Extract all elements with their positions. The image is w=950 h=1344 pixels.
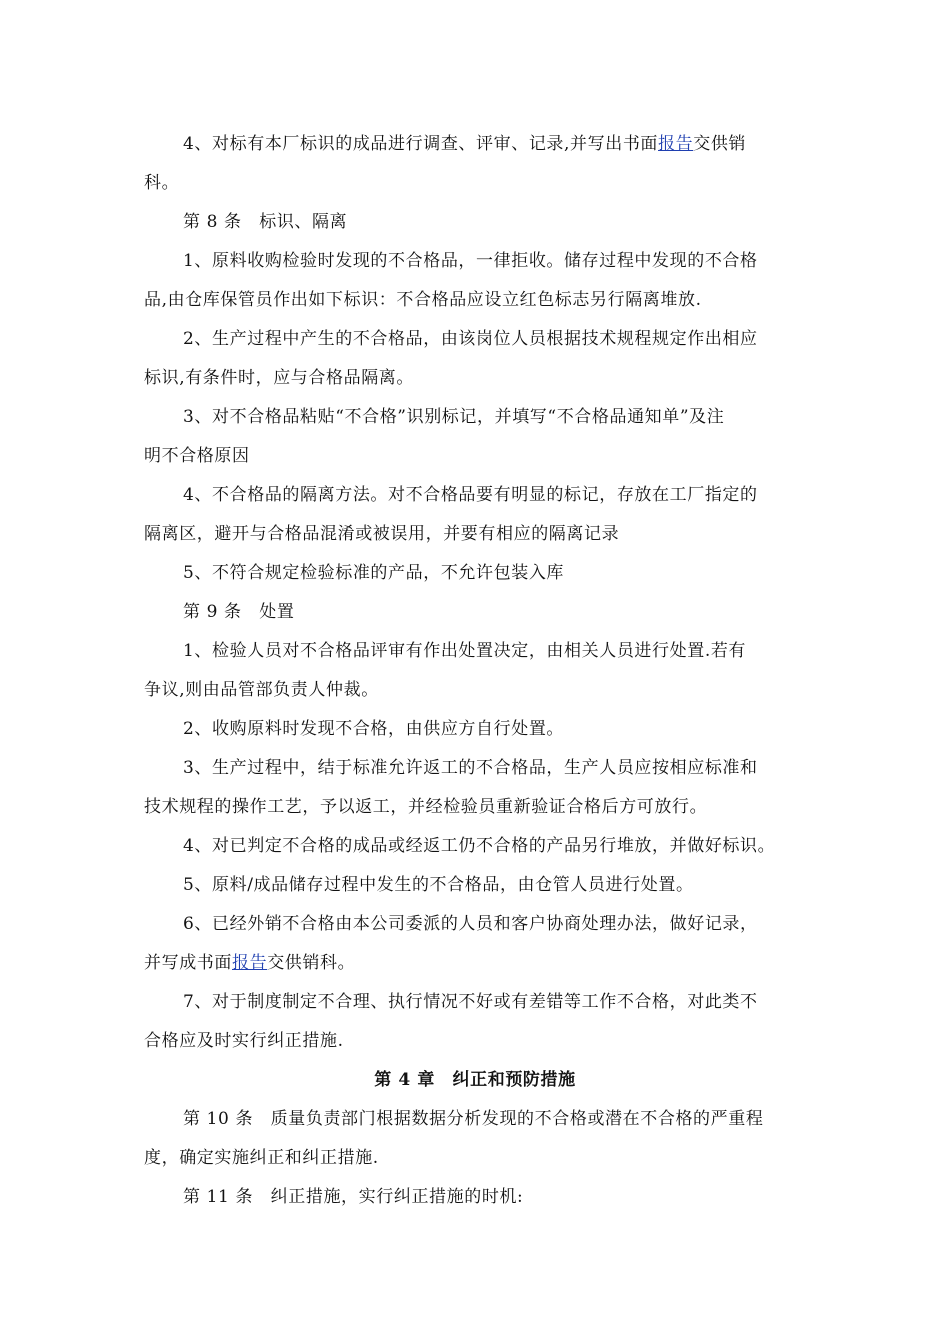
art9-item3-line1: 3、生产过程中，结于标准允许返工的不合格品，生产人员应按相应标准和 (183, 758, 758, 778)
item4-text-post: 交供销 (693, 134, 747, 154)
item6-text-pre: 并写成书面 (144, 953, 232, 973)
article8-title: 第 8 条 标识、隔离 (183, 212, 348, 232)
report-link-2[interactable]: 报告 (232, 953, 268, 973)
art8-item1-line2: 品,由仓库保管员作出如下标识：不合格品应设立红色标志另行隔离堆放. (144, 290, 702, 310)
art9-item5: 5、原料/成品储存过程中发生的不合格品，由仓管人员进行处置。 (183, 875, 694, 895)
art9-item4: 4、对已判定不合格的成品或经返工仍不合格的产品另行堆放，并做好标识。 (183, 836, 776, 856)
art9-item7-line1: 7、对于制度制定不合理、执行情况不好或有差错等工作不合格，对此类不 (183, 992, 758, 1012)
paragraph-item4-line1 (183, 132, 746, 156)
art8-item3-line2: 明不合格原因 (144, 446, 250, 466)
art9-item7-line2: 合格应及时实行纠正措施. (144, 1031, 344, 1051)
art8-item5: 5、不符合规定检验标准的产品，不允许包装入库 (183, 563, 565, 583)
art8-item1-line1: 1、原料收购检验时发现的不合格品，一律拒收。储存过程中发现的不合格 (183, 251, 758, 271)
art8-item2-line1: 2、生产过程中产生的不合格品，由该岗位人员根据技术规程规定作出相应 (183, 329, 758, 349)
art9-item6-line2 (144, 951, 355, 975)
art8-item4-line2: 隔离区，避开与合格品混淆或被误用，并要有相应的隔离记录 (144, 524, 620, 544)
report-link[interactable]: 报告 (658, 134, 694, 154)
art8-item3-line1: 3、对不合格品粘贴“不合格”识别标记，并填写“不合格品通知单”及注 (183, 407, 725, 427)
art9-item1-line1: 1、检验人员对不合格品评审有作出处置决定，由相关人员进行处置.若有 (183, 641, 747, 661)
article11: 第 11 条 纠正措施，实行纠正措施的时机: (183, 1187, 524, 1207)
item4-text-pre: 4、对标有本厂标识的成品进行调查、评审、记录,并写出书面 (183, 134, 659, 154)
article10-line1: 第 10 条 质量负责部门根据数据分析发现的不合格或潜在不合格的严重程 (183, 1109, 764, 1129)
art9-item6-line1: 6、已经外销不合格由本公司委派的人员和客户协商处理办法，做好记录， (183, 914, 758, 934)
chapter4-heading: 第 4 章 纠正和预防措施 (374, 1070, 576, 1090)
art8-item2-line2: 标识,有条件时，应与合格品隔离。 (144, 368, 415, 388)
art9-item2: 2、收购原料时发现不合格，由供应方自行处置。 (183, 719, 565, 739)
item6-text-post: 交供销科。 (267, 953, 356, 973)
art9-item3-line2: 技术规程的操作工艺，予以返工，并经检验员重新验证合格后方可放行。 (144, 797, 708, 817)
paragraph-item4-line2: 科。 (144, 173, 180, 193)
art9-item1-line2: 争议,则由品管部负责人仲裁。 (144, 680, 379, 700)
article10-line2: 度，确定实施纠正和纠正措施. (144, 1148, 379, 1168)
article9-title: 第 9 条 处置 (183, 602, 295, 622)
art8-item4-line1: 4、不合格品的隔离方法。对不合格品要有明显的标记，存放在工厂指定的 (183, 485, 758, 505)
